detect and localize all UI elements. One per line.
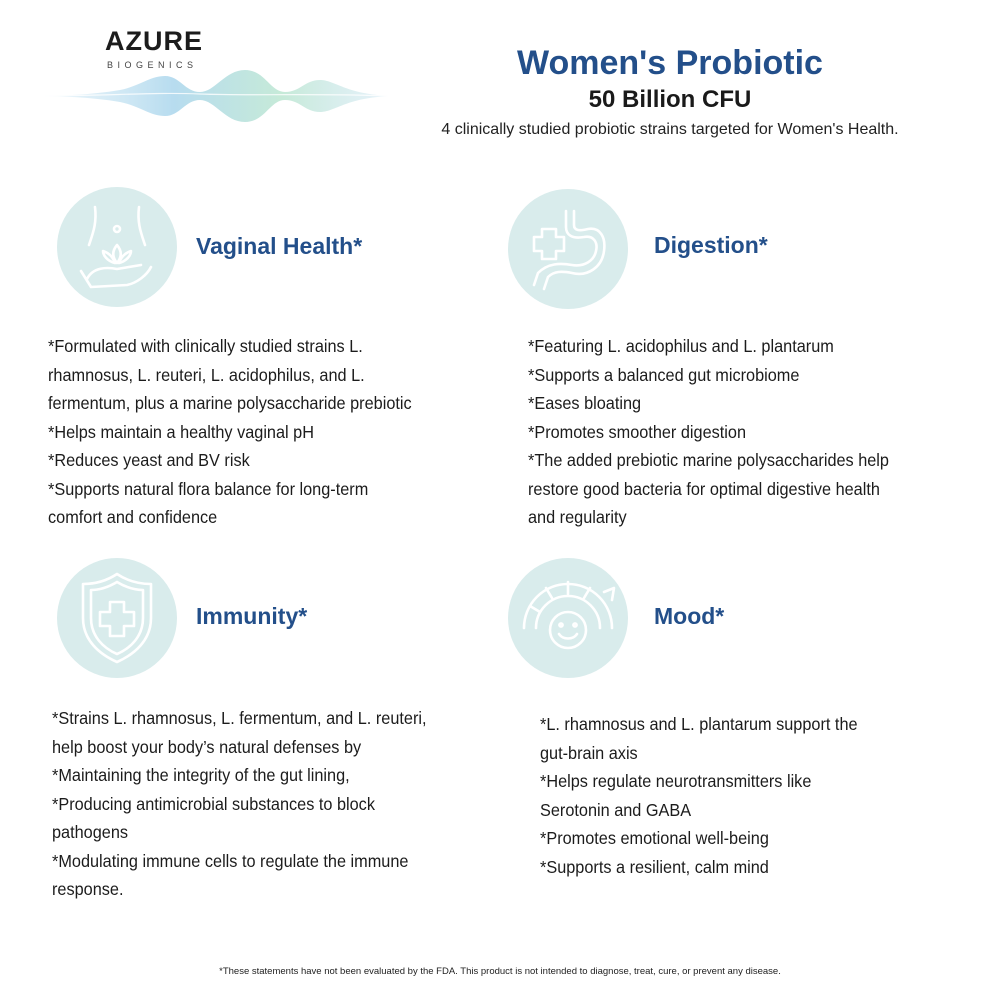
digestion-line: *Featuring L. acidophilus and L. plantarum (528, 336, 834, 356)
wave-logo-icon (30, 62, 390, 132)
vaginal-health-title: Vaginal Health* (196, 233, 363, 259)
immunity-line: *Strains L. rhamnosus, L. fermentum, and L. reuteri, (52, 708, 427, 728)
mood-title: Mood* (654, 603, 725, 629)
digestion-line: *Supports a balanced gut microbiome (528, 364, 800, 385)
immunity-title: Immunity* (196, 603, 308, 629)
shield-cross-icon (57, 558, 177, 678)
mood-line: Serotonin and GABA (540, 799, 692, 820)
page-tagline: 4 clinically studied probiotic strains targeted for Women's Health. (441, 121, 899, 138)
vaginal-health-line: rhamnosus, L. reuteri, L. acidophilus, and L. (48, 364, 365, 385)
digestion-line: *Eases bloating (528, 393, 642, 413)
digestion-line: *Promotes smoother digestion (528, 421, 747, 442)
digestion-line: and regularity (528, 507, 627, 527)
immunity-line: response. (52, 879, 124, 899)
immunity-description (52, 704, 427, 904)
mood-icon-badge (508, 558, 628, 678)
digestion-line: restore good bacteria for optimal digestive health (528, 478, 880, 499)
torso-lotus-icon (57, 187, 177, 307)
immunity-line: *Maintaining the integrity of the gut lining, (52, 765, 350, 785)
vaginal-health-description (48, 332, 412, 532)
digestion-title: Digestion* (654, 232, 768, 258)
fda-disclaimer: *These statements have not been evaluated by the FDA. This product is not intended to diagnose, treat, cure, or prevent any disease. (219, 966, 781, 977)
immunity-line: help boost your body’s natural defenses by (52, 736, 362, 757)
vaginal-health-line: comfort and confidence (48, 507, 218, 527)
immunity-line: *Modulating immune cells to regulate the immune (52, 850, 409, 871)
digestion-description (528, 332, 889, 532)
vaginal-health-line: *Supports natural flora balance for long-term (48, 478, 369, 499)
vaginal-health-line: *Reduces yeast and BV risk (48, 450, 250, 470)
vaginal-health-icon-badge (57, 187, 177, 307)
mood-line: *Supports a resilient, calm mind (540, 856, 769, 877)
vaginal-health-line: *Formulated with clinically studied strains L. (48, 336, 363, 356)
stomach-plus-icon (508, 189, 628, 309)
vaginal-health-line: fermentum, plus a marine polysaccharide prebiotic (48, 393, 412, 413)
mood-line: *Promotes emotional well-being (540, 828, 769, 848)
digestion-icon-badge (508, 189, 628, 309)
page-subtitle: 50 Billion CFU (588, 86, 752, 113)
digestion-line: *The added prebiotic marine polysaccharides help (528, 450, 889, 470)
vaginal-health-line: *Helps maintain a healthy vaginal pH (48, 421, 314, 442)
brand-logo (30, 22, 390, 132)
mood-line: *L. rhamnosus and L. plantarum support the (540, 714, 858, 734)
immunity-line: pathogens (52, 822, 129, 842)
mood-line: *Helps regulate neurotransmitters like (540, 771, 812, 791)
immunity-line: *Producing antimicrobial substances to block (52, 793, 375, 814)
mood-description (540, 710, 858, 881)
brand-subname: BIOGENICS (107, 60, 198, 70)
brand-name: AZURE (105, 26, 203, 56)
smiley-gauge-icon (508, 558, 628, 678)
mood-line: gut-brain axis (540, 742, 638, 763)
immunity-icon-badge (57, 558, 177, 678)
page-title: Women's Probiotic (517, 44, 823, 82)
